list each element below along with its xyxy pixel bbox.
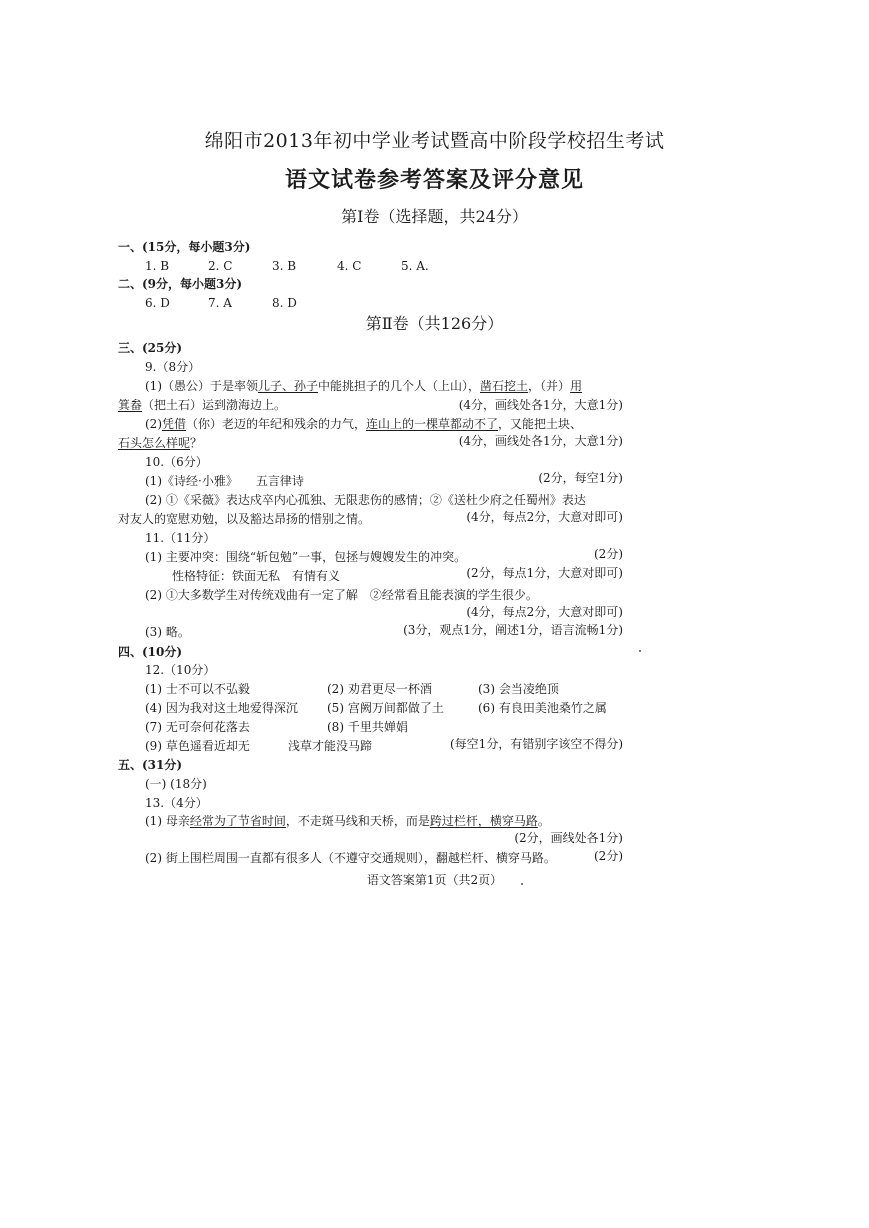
part-one-title: 第Ⅰ卷（选择题，共24分） [341, 207, 528, 226]
exam-title: 绵阳市2013年初中学业考试暨高中阶段学校招生考试 [204, 130, 665, 152]
q13-answer-1: (1) 母亲经常为了节省时间，不走斑马线和天桥，而是跨过栏杆，横穿马路。 [145, 814, 550, 828]
q9-answer-line-4: 石头怎么样呢？ [118, 436, 203, 450]
q11-score-4: (3分，观点1分，阐述1分，语言流畅1分) [403, 623, 623, 637]
q12-answer-7: (7) 无可奈何花落去 [145, 720, 250, 734]
q11-score-2: (2分，每点1分，大意对即可) [466, 566, 623, 580]
section-3-heading: 三、(25分) [118, 341, 183, 355]
q10-score-1: (2分，每空1分) [538, 471, 623, 485]
scan-speck [521, 883, 523, 885]
section-5-heading: 五、(31分) [118, 758, 183, 772]
q13-score-1: (2分，画线处各1分) [514, 831, 623, 845]
q11-answer-3: (2) ①大多数学生对传统戏曲有一定了解 ②经常看且能表演的学生很少。 [145, 588, 538, 602]
q10-answer-1: (1)《诗经·小雅》 五言律诗 [145, 474, 304, 488]
q9-answer-line-1: (1)（愚公）于是率领儿子、孙子中能挑担子的几个人（上山），凿石挖土，（并）用 [145, 379, 583, 393]
q10-answer-2: (2) ①《采薇》表达戍卒内心孤独、无限悲伤的感情；②《送杜少府之任蜀州》表达 [145, 493, 586, 507]
q13-answer-2: (2) 街上围栏周围一直都有很多人（不遵守交通规则），翻越栏杆、横穿马路。 [145, 851, 556, 865]
answer-5: 5. A. [401, 259, 429, 273]
answer-3: 3. B [272, 259, 297, 273]
q12-answer-1: (1) 士不可以不弘毅 [145, 682, 250, 696]
q12-score: (每空1分，有错别字该空不得分) [450, 737, 623, 751]
answer-4: 4. C [337, 259, 362, 273]
q12-answer-9a: (9) 草色遥看近却无 [145, 739, 250, 753]
q10-answer-3: 对友人的宽慰劝勉，以及豁达昂扬的惜别之情。 [118, 512, 371, 526]
q9-answer-line-3: (2)凭借（你）老迈的年纪和残余的力气，连山上的一棵草都动不了，又能把土块、 [145, 417, 583, 431]
answer-7: 7. A [208, 296, 232, 310]
question-13-label: 13.（4分） [145, 796, 208, 810]
section-2-heading: 二、(9分，每小题3分) [118, 277, 243, 291]
q12-answer-8: (8) 千里共婵娟 [327, 720, 408, 734]
q11-answer-2: 性格特征：铁面无私 有情有义 [172, 569, 341, 583]
q11-answer-4: (3) 略。 [145, 625, 190, 639]
q12-answer-6: (6) 有良田美池桑竹之属 [478, 701, 607, 715]
q9-score-1: (4分，画线处各1分，大意1分) [458, 398, 623, 412]
q9-score-2: (4分，画线处各1分，大意1分) [458, 434, 623, 448]
answer-2: 2. C [208, 259, 233, 273]
question-11-label: 11.（11分） [145, 531, 216, 545]
question-12-label: 12.（10分） [145, 663, 216, 677]
q9-answer-line-2: 箕畚（把土石）运到渤海边上。 [118, 398, 287, 412]
q12-answer-5: (5) 宫阙万间都做了土 [327, 701, 444, 715]
page-footer: 语文答案第1页（共2页） [366, 873, 503, 887]
subsection-1-heading: (一) (18分) [145, 777, 207, 791]
q10-score-2: (4分，每点2分，大意对即可) [466, 510, 623, 524]
q12-answer-2: (2) 劝君更尽一杯酒 [327, 682, 432, 696]
question-10-label: 10.（6分） [145, 455, 208, 469]
q12-answer-4: (4) 因为我对这土地爱得深沉 [145, 701, 298, 715]
question-9-label: 9.（8分） [145, 360, 201, 374]
answer-6: 6. D [145, 296, 170, 310]
q11-score-1: (2分) [594, 547, 623, 561]
q12-answer-9b: 浅草才能没马蹄 [288, 739, 373, 753]
q12-answer-3: (3) 会当凌绝顶 [478, 682, 559, 696]
q11-score-3: (4分，每点2分，大意对即可) [466, 605, 623, 619]
answer-1: 1. B [145, 259, 170, 273]
q11-answer-1: (1) 主要冲突：围绕“斩包勉”一事，包拯与嫂嫂发生的冲突。 [145, 550, 467, 564]
document-title: 语文试卷参考答案及评分意见 [284, 167, 584, 193]
q13-score-2: (2分) [594, 849, 623, 863]
section-4-heading: 四、(10分) [118, 645, 183, 659]
scan-speck [639, 650, 641, 652]
answer-8: 8. D [272, 296, 297, 310]
part-two-title: 第Ⅱ卷（共126分） [365, 314, 504, 333]
section-1-heading: 一、(15分，每小题3分) [118, 240, 251, 254]
